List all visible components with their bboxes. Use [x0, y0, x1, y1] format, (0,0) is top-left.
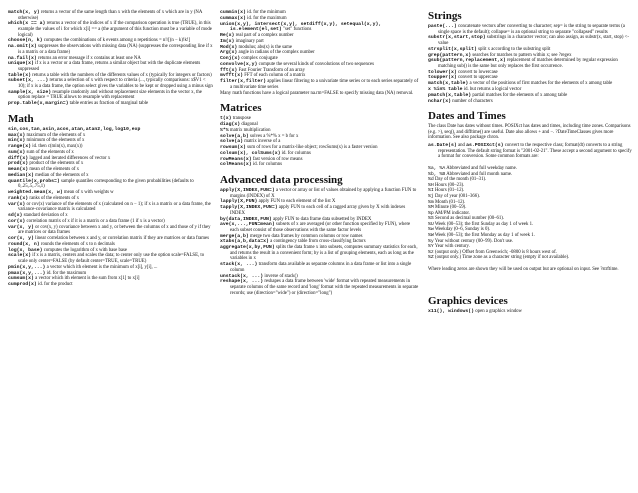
function-name: prop.table(x,margin=): [8, 101, 69, 107]
function-description: Fast Fourier Transform of an array: [238, 67, 305, 73]
function-name: convolve(x,y): [220, 61, 258, 67]
function-name: x11(), windows(): [428, 308, 475, 314]
function-name: reshape(x, ...): [220, 279, 264, 285]
reference-entry: [220, 22, 420, 33]
function-description: id. for the minimum: [247, 10, 286, 15]
reference-entry: [8, 213, 213, 219]
function-description: transpose: [232, 116, 251, 122]
reference-entry: [428, 87, 632, 93]
format-description: (output only.) Offset from Greenwich; -0800 is 8 hours west of.: [434, 249, 557, 255]
reference-entry: [8, 219, 213, 225]
reference-entry: [8, 253, 213, 264]
function-name: lapply(X,FUN): [220, 199, 258, 205]
function-description: id. for columns: [252, 162, 283, 168]
reference-entry: [8, 265, 213, 271]
reference-entry: [220, 262, 420, 273]
function-name: grep(pattern,x): [428, 52, 472, 58]
reference-entry: [428, 81, 632, 87]
function-description: if x is a vector or a data frame, returns a similar object but with the duplicate elements suppressed: [18, 61, 201, 72]
function-description: id. but returns a logical vector: [463, 87, 522, 93]
function-name: which(x == a): [8, 21, 46, 27]
reference-entry: [428, 35, 632, 46]
function-description: apply FUN to data frame data subsetted by INDEX: [273, 216, 372, 222]
function-name: solve(a): [220, 139, 244, 145]
function-description: or cov(x) variance of the elements of x (calculated on n − 1); if x is a matrix or a data frame, the variance-covariance matrix is calculated: [18, 201, 211, 213]
function-description: merge two data frames by common columns or row names: [250, 233, 363, 239]
function-name: rowMeans(x): [220, 156, 252, 162]
reference-entry: [8, 236, 213, 242]
reference-entry: [8, 144, 213, 150]
function-description: sum of the elements of x: [26, 149, 74, 155]
function-description: modulus; abs(x) is the same: [238, 44, 293, 50]
function-name: diff(x): [8, 155, 29, 161]
function-name: sin,cos,tan,asin,acos,atan,atan2,log,log10,exp: [8, 126, 141, 132]
section-heading-strings: Strings: [428, 10, 462, 22]
format-description: Hours (00–23).: [434, 182, 465, 188]
format-code: %U: [428, 221, 434, 227]
reference-entry: [8, 150, 213, 156]
function-name: t(x): [220, 116, 232, 122]
reference-entry: [428, 309, 632, 315]
function-description: computes the logarithm of x with base base: [43, 247, 128, 253]
function-name: mvfft(x): [220, 73, 244, 79]
reference-entry: [8, 196, 213, 202]
function-name: substr(x,start,stop): [428, 35, 486, 41]
function-description: id. for the maximum: [46, 270, 87, 276]
format-description: Year without century (00–99). Don't use.: [434, 238, 514, 244]
function-name: cor(x): [8, 218, 26, 224]
function-name: na.fail(x): [8, 55, 37, 61]
reference-entry: [220, 162, 420, 168]
where-paragraph: Where leading zeros are shown they will be used on output but are optional on input. See ?strftime.: [428, 267, 619, 273]
function-name: ave(x,...,FUN=mean): [220, 222, 275, 228]
reference-entry: [8, 101, 213, 107]
reference-entry: [428, 99, 632, 105]
reference-entry: [8, 179, 213, 190]
reference-entry: [428, 143, 632, 160]
column-1: [8, 10, 213, 288]
reference-entry: [8, 173, 213, 179]
format-code: %b, %B: [428, 171, 446, 177]
format-code: %p: [428, 210, 434, 216]
reference-entry: [220, 62, 420, 68]
reference-entry: [8, 90, 213, 101]
function-name: merge(a,b): [220, 233, 249, 239]
reference-entry: [428, 47, 632, 53]
reference-entry: [220, 56, 420, 62]
function-description: open a graphics window: [475, 308, 523, 314]
function-description: if x is a matrix, centers and scales the data; to center only use the option scale=FALSE, to scale only center=FALSE (by default center=TRUE, scale=TRUE): [18, 253, 205, 264]
reference-entry: [220, 10, 420, 16]
format-code: %Y: [428, 244, 434, 250]
reference-entry: [220, 279, 420, 296]
function-description: number of characters: [452, 98, 493, 104]
function-description: correlation matrix of x if it is a matrix or a data frame (1 if x is a vector): [26, 218, 165, 224]
function-description: partial matches for the elements of x among table: [472, 92, 568, 98]
reference-entry: [220, 128, 420, 134]
reference-entry: [220, 151, 420, 157]
function-description: mean of the elements of x: [29, 167, 80, 173]
function-description: resample randomly and without replacement size elements in the vector x, the option replace = TRUE allows to resample with replacement: [18, 89, 202, 101]
function-description: complex conjugate: [241, 56, 278, 62]
function-description: sum of rows for a matrix-like object; rowSums(x) is a faster version: [247, 145, 378, 151]
function-description: a vector or array or list of values obtained by applying a function FUN to margins (INDEX) of X: [230, 188, 417, 199]
function-description: angle in radians of the complex number: [238, 50, 315, 56]
format-code: %W: [428, 233, 434, 239]
function-name: table(x): [8, 72, 32, 78]
function-name: solve(a,b): [220, 133, 249, 139]
function-name: subset(x, ...): [8, 78, 49, 84]
function-name: colMeans(x): [220, 162, 252, 168]
function-name: median(x): [8, 173, 34, 179]
function-description: diagonal: [241, 121, 258, 127]
reference-entry: [220, 245, 420, 262]
function-name: tapply(X,INDEX,FUN=): [220, 205, 278, 211]
function-description: apply FUN to each element of the list X: [258, 199, 336, 205]
function-description: convert to the respective class; format(dt) converts to a string representation. The default string format is "2001-02-21". These accept a second argument to specify a format for conversion. Some common formats are:: [438, 142, 632, 160]
function-description: matrix multiplication: [229, 127, 271, 133]
reference-entry: [428, 24, 632, 35]
function-name: rank(x): [8, 195, 29, 201]
format-code: %j: [428, 193, 434, 199]
function-name: diag(x): [220, 121, 241, 127]
format-description: Abbreviated and full month name.: [446, 171, 513, 177]
function-name: xtabs(a,b,data=x): [220, 239, 269, 245]
format-description: Month (01–12).: [434, 199, 466, 205]
function-name: range(x): [8, 144, 32, 150]
spacer: [428, 275, 632, 289]
reference-entry: [8, 61, 213, 72]
connector: and: [458, 142, 465, 148]
function-name: cummax(x): [220, 15, 246, 21]
function-name: sum(x): [8, 149, 26, 155]
section-heading-graphics: Graphics devices: [428, 294, 508, 307]
function-name: sd(x): [8, 213, 23, 219]
format-description: Second as decimal number (00–61).: [434, 216, 505, 222]
format-code: %m: [428, 199, 434, 205]
reference-entry: [220, 116, 420, 122]
function-description: ranks of the elements of x: [29, 195, 80, 201]
section-heading-advanced: Advanced data processing: [220, 174, 343, 186]
format-code: %Z: [428, 255, 434, 261]
function-description: replacement of matches determined by regular expression matching sub() is the same but only replaces the first occurrence.: [438, 58, 618, 69]
reference-entry: [220, 222, 420, 233]
function-name: cummin(x): [220, 10, 246, 15]
function-description: concatenate vectors after converting to character; sep= is the string to separate terms (a single space is the default); collapse= is an optional string to separate "collapsed" results: [438, 24, 625, 35]
function-description: returns a vector of the same length than x with the elements of x which are in y (NA otherwise): [18, 10, 203, 21]
function-name: weighted.mean(x, w): [8, 190, 63, 196]
function-description: lagged and iterated differences of vector x: [29, 155, 111, 161]
function-description: sample quantiles corresponding to the given probabilities (defaults to 0,.25,.5,.75,1): [18, 178, 194, 190]
function-description: a vector of the positions of first matches for the elements of x among table: [469, 81, 613, 87]
function-description: a contingency table from cross-classifying factors: [270, 239, 366, 245]
function-name: quantile(x,probs=): [8, 178, 60, 184]
reference-entry: [8, 225, 213, 236]
function-description: computes the combinations of k events among n repetitions = n!/[(n − k)!k!]: [43, 38, 191, 44]
function-description: or cov(x, y) covariance between x and y, or between the columns of x and those of y if they are matrices or data frames: [18, 224, 211, 236]
function-name: gsub(pattern,replacement,x): [428, 58, 506, 64]
function-description: FFT of each column of a matrix: [244, 73, 306, 79]
section-heading-dates: Dates and Times: [428, 110, 506, 123]
reference-entry: [8, 21, 213, 38]
function-name: sample(x, size): [8, 89, 52, 95]
function-description: substrings in a character vector; can also assign, as substr(x, start, stop) <- value: [438, 35, 629, 46]
format-description: Day of the month (01–31).: [434, 177, 487, 183]
function-name: mean(x): [8, 167, 29, 173]
reference-entry: [220, 79, 420, 90]
format-code: %a, %A: [428, 165, 446, 171]
function-name: cumprod(x): [8, 282, 37, 288]
function-description: "set" functions: [283, 27, 312, 33]
function-name: pmatch(x,table): [428, 92, 472, 98]
reference-entry: [220, 145, 420, 151]
function-name: cor(x, y): [8, 236, 34, 242]
function-description: applies linear filtering to a univariate time series or to each series separately of a multivariate time series: [230, 79, 419, 90]
function-name: unique(x): [8, 61, 34, 67]
reference-entry: [8, 78, 213, 89]
function-name: Re(x): [220, 32, 235, 38]
function-name: tolower(x): [428, 69, 457, 75]
function-name: log(x, base): [8, 247, 43, 253]
function-description: returns a table with the numbers of the differents values of x (typically for integers or factors): [32, 72, 212, 78]
dates-paragraph: The class Date has dates without times. POSIXct has dates and times, including time zones. Comparisons (e.g. >), seq(), and difftime() are useful. Date also allows + and −. ?DateTimeClasses gives more information. See also package chron.: [428, 124, 631, 141]
function-description: returns a selection of x with respect to criteria (..., typically comparisons: x$V1 < 10); if x is a data frame, the option select gives the variables to be kept or dropped using a minus sign: [18, 78, 213, 90]
format-code: %w: [428, 227, 434, 233]
format-list: [428, 166, 632, 261]
function-name: filter(x,filter): [220, 79, 267, 85]
reference-entry: [428, 58, 632, 69]
function-description: splits the data frame x into subsets, computes summary statistics for each, and returns the result in a convenient form; by is a list of grouping elements, each as long as the variables in x: [230, 245, 418, 262]
reference-entry: [8, 282, 213, 288]
reference-entry: [8, 242, 213, 248]
function-description: suppresses the observations with missing data (NA) (suppresses the corresponding line if x is a matrix or a data frame): [18, 44, 213, 55]
function-name: min(x): [8, 138, 26, 144]
reference-entry: [8, 167, 213, 173]
function-description: mean of x with weights w: [63, 190, 114, 196]
function-name: pmin(x,y,...): [8, 264, 46, 270]
function-description: imaginary part: [235, 38, 264, 44]
format-description: Minute (00–59).: [434, 205, 467, 211]
reference-entry: [220, 33, 420, 39]
function-description: apply FUN to each cell of a ragged array given by X with indexes INDEX: [230, 205, 406, 216]
function-description: id. then c(min(x), max(x)): [32, 144, 83, 150]
reference-entry: [220, 188, 420, 199]
note-paragraph: Many math functions have a logical parameter na.rm=FALSE to specify missing data (NA) removal.: [220, 90, 414, 96]
format-description: (output only.) Time zone as a character string (empty if not available).: [434, 255, 570, 261]
function-name: stack(x, ...): [220, 262, 258, 268]
format-code: %M: [428, 205, 434, 211]
function-name: apply(X,INDEX,FUN=): [220, 188, 275, 193]
function-name: union(x,y), intersect(x,y), setdiff(x,y), setequal(x,y), is.element(el,set): [220, 21, 382, 33]
function-description: linear correlation between x and y, or correlation matrix if they are matrices or data frames: [35, 236, 210, 242]
format-description: Year with century.: [434, 244, 470, 250]
format-code: %H: [428, 182, 434, 188]
function-name: cumsum(x): [8, 276, 34, 282]
function-description: a vector which ith element is the sum from x[1] to x[i]: [35, 276, 140, 282]
function-name: choose(n, k): [8, 38, 43, 44]
function-name: colsum(x), colSums(x): [220, 150, 281, 156]
function-description: subsets of x are averaged (or other function specified by FUN), where each subset consist of those observations with the same factor levels: [230, 222, 411, 233]
function-description: convert to lowercase: [458, 69, 498, 75]
function-name: by(data,INDEX,FUN): [220, 216, 272, 222]
function-name: max(x): [8, 132, 26, 138]
function-description: split x according to the substring split: [478, 46, 551, 52]
column-2: [220, 10, 420, 296]
function-description: reshapes a data frame between 'wide' format with repeated measurements in separate columns of the same record and 'long' format with the repeated measurements in separate records; use (direction="wide") or (direction="long"): [230, 279, 419, 296]
reference-entry: [428, 93, 632, 99]
function-name: prod(x): [8, 161, 29, 167]
format-code: %d: [428, 177, 434, 183]
reference-entry: [8, 44, 213, 55]
function-description: rounds the elements of x to n decimals: [40, 241, 115, 247]
function-description: real part of a complex number: [235, 32, 294, 38]
function-name: rowsum(x): [220, 145, 246, 151]
function-name: Conj(x): [220, 56, 241, 62]
function-description: transform data available as separate columns in a data frame or list into a single column: [230, 262, 412, 273]
format-code: %I: [428, 188, 434, 194]
function-name: %*%: [220, 127, 229, 133]
function-description: fast version of row means: [252, 156, 303, 162]
function-description: searches for matches to pattern within x; see ?regex: [472, 52, 572, 58]
function-name: Mod(x): [220, 44, 238, 50]
function-description: maximum of the elements of x: [26, 132, 86, 138]
function-name: var(x): [8, 201, 26, 207]
reference-entry: [220, 39, 420, 45]
format-code: %z: [428, 249, 434, 255]
function-name: paste(...): [428, 24, 457, 29]
function-name: match(x,table): [428, 81, 469, 87]
function-name: as.POSIXct(s): [466, 142, 504, 148]
reference-entry: [8, 202, 213, 213]
function-description: convert to uppercase: [458, 75, 498, 81]
function-description: inverse of stack(): [264, 273, 298, 279]
function-name: scale(x): [8, 253, 32, 259]
function-description: returns a vector of the indices of x if the comparison operation is true (TRUE), in this example the values of i for which x[i] == a (the argument of this function must be a variable of mode logical): [18, 21, 212, 38]
format-description: Week (00–53); the first Monday as day 1 of week 1.: [434, 233, 535, 239]
function-description: product of the elements of x: [29, 161, 84, 167]
format-description: Abbreviated and full weekday name.: [446, 165, 517, 171]
function-name: strsplit(x,split): [428, 46, 477, 52]
function-description: matrix inverse of a: [244, 139, 281, 145]
format-description: Day of year (001–366).: [434, 193, 480, 199]
function-description: minimum of the elements of x: [26, 138, 85, 144]
function-description: id. for columns: [281, 150, 311, 156]
column-3: [428, 10, 632, 314]
reference-entry: [8, 127, 213, 133]
function-description: solves a %*% x = b for x: [250, 133, 299, 139]
function-description: id. for the product: [38, 282, 73, 288]
section-heading-matrices: Matrices: [220, 102, 262, 115]
reference-entry: [220, 16, 420, 22]
format-code: %y: [428, 238, 434, 244]
function-description: table entries as fraction of marginal table: [69, 101, 149, 107]
function-description: standard deviation of x: [23, 213, 68, 219]
function-name: pmax(x,y,...): [8, 270, 46, 276]
function-name: unstack(x, ...): [220, 273, 264, 279]
reference-entry: [220, 205, 420, 216]
function-name: aggregate(x,by,FUN): [220, 245, 275, 251]
section-heading-math: Math: [8, 112, 34, 125]
function-description: a vector which ith element is the minimum of x[i], y[i], ...: [46, 264, 158, 270]
function-name: x %in% table: [428, 87, 463, 93]
function-name: var(x, y): [8, 224, 34, 230]
format-description: Week (00–53); the first Sunday as day 1 of week 1.: [434, 221, 534, 227]
function-description: returns an error message if x contains at least one NA: [38, 55, 141, 61]
function-description: id. for the maximum: [247, 15, 287, 21]
function-name: round(x, n): [8, 241, 40, 247]
format-description: Hours (01–12).: [434, 188, 465, 194]
format-description: Weekday (0–6, Sunday is 0).: [434, 227, 491, 233]
function-name: nchar(x): [428, 98, 452, 104]
function-name: as.Date(s): [428, 142, 457, 148]
function-name: Arg(x): [220, 50, 238, 56]
format-code: %S: [428, 216, 434, 222]
function-name: Im(x): [220, 38, 235, 44]
function-description: median of the elements of x: [35, 173, 89, 179]
reference-entry: [8, 10, 213, 21]
reference-entry: [8, 190, 213, 196]
reference-entry: [220, 122, 420, 128]
function-description: compute the several kinds of convolutions of two sequences: [258, 61, 374, 67]
function-name: toupper(x): [428, 75, 457, 81]
function-name: na.omit(x): [8, 44, 37, 50]
function-name: fft(x): [220, 67, 238, 73]
format-description: AM/PM indicator.: [434, 210, 470, 216]
function-name: match(x, y): [8, 10, 40, 15]
